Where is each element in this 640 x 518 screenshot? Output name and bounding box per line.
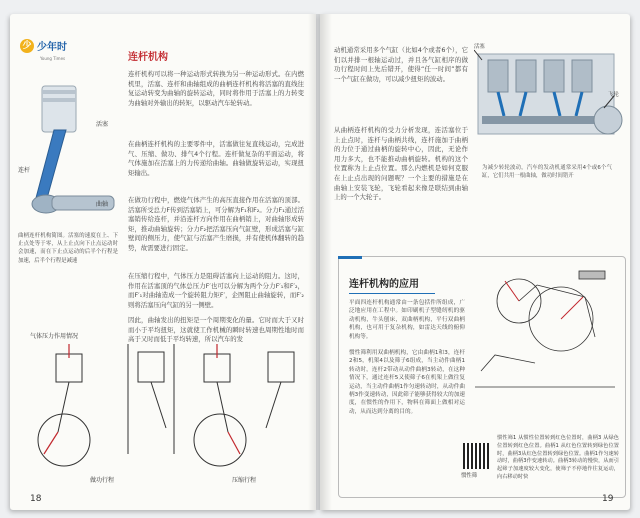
right-top-paragraph: 动机通常采用多个气缸（比如4个或者6个），它们以并排一根轴运动过，并且各气缸相序的做功行程时间上先后错开，使得“任一时间”都有一个气缸在做功，可以减少扭矩的波动。 bbox=[334, 46, 468, 83]
label-piston: 活塞 bbox=[96, 121, 109, 128]
application-paragraph-1: 平面四连杆机构通常由一条包括件所组成，广泛地应用在工程中。如印刷机子型缝纫机的驱动机构，牛头刨床，双曲柄机构，平行双曲柄机构，也可用于复杂机构，如雷达天线的俯仰机构等。 bbox=[349, 300, 465, 340]
section-title: 连杆机构 bbox=[128, 52, 168, 63]
panel-accent-bar bbox=[338, 256, 362, 259]
open-book bbox=[10, 14, 630, 510]
diagram-title: 气体压力作用情况 bbox=[30, 333, 79, 340]
logo-subtext: Young Times bbox=[40, 56, 66, 61]
paragraph-4: 在压缩行程中，气体压力是阻碍活塞向上运动的阻力。这时，作用在活塞顶的气体总压力F′也可以分解为两个分力F′₁和F′₂，而F′₁对曲轴造成一个旋转阻力矩F′，企图阻止曲轴旋转，而F′₂则将活塞压向气缸的另一侧壁。 bbox=[128, 272, 304, 309]
screen-caption: 惯性筛1 从惯性位置转到红色位置时，曲柄3 从绿色位置转到红色位置。曲柄1 从红色位置转到绿色位置时，曲柄3从红色位置转到绿色位置。曲柄1作匀速转动时，曲柄3作变速转动。曲柄3转动的慢快，从而引起筛子加速度较大变化，使筛子不停地作往复运动，向右移动时快 bbox=[497, 435, 619, 480]
label-compression-stroke: 压缩行程 bbox=[232, 477, 257, 484]
engine-illustration bbox=[474, 46, 624, 178]
inertia-screen-diagram bbox=[475, 267, 615, 407]
book-gutter bbox=[308, 14, 332, 510]
paragraph-2: 在曲柄连杆机构的主要零件中，活塞做往复直线运动，完成进气、压缩、做功、排气4个行程。连杆做复杂的平面运动，将气体施加在活塞上的力传递给曲轴。曲轴做旋转运动，实现扭矩输出。 bbox=[128, 140, 304, 177]
qr-code bbox=[463, 443, 489, 469]
paragraph-5: 因此，曲轴发出的扭矩是一个周期变化的量。它时而大于又时而小于平均扭矩，这就使工作机械的瞬时转速也周期性地时而高于又时而低于平均转速，所以汽车的发 bbox=[128, 316, 304, 344]
application-title: 连杆机构的应用 bbox=[349, 279, 419, 290]
logo-icon: 少 bbox=[20, 39, 34, 53]
engine-label-piston: 活塞 bbox=[474, 44, 485, 50]
illustration-caption: 曲柄连杆机构简图。活塞的速度在上、下止点处等于零，从上止点向下止点运动时会加速，而在下止点运动的后半个行程是加速，后半个行程是减速 bbox=[18, 233, 118, 264]
right-page bbox=[320, 14, 630, 510]
application-paragraph-2: 惯性筛利用双曲柄机构，它由曲柄1和3，连杆2和5，机架4以及筛子6组成，当主动件曲柄1转动时，连杆2带动从动件曲柄3转动，在这种情况下，通过连杆5又使筛子6在机架上做往复运动，当主动件曲柄1作匀速转动时，从动件曲柄3作变速转动，因此筛子能够获得较大的加速度，在惯性的作用下，物料在筛面上做相对运动，从而达到分离的目的。 bbox=[349, 350, 465, 415]
page-number-right: 19 bbox=[602, 494, 614, 504]
force-diagrams bbox=[28, 344, 298, 494]
engine-label-flywheel: 飞轮 bbox=[608, 92, 619, 98]
label-power-stroke: 做功行程 bbox=[90, 477, 115, 484]
page-number-left: 18 bbox=[30, 494, 42, 504]
application-panel bbox=[338, 256, 626, 498]
logo bbox=[20, 38, 67, 53]
intro-paragraph: 连杆机构可以将一种运动形式转换为另一种运动形式。在内燃机里，活塞、连杆和曲轴组成的曲柄连杆机构将活塞的直线往复运动转变为曲轴的旋转运动，同时将作用于活塞上的力转变为曲轴对外输出的转矩，以驱动汽车轮转动。 bbox=[128, 70, 304, 107]
label-crank: 曲轴 bbox=[96, 201, 109, 208]
engine-caption: 为减少转轮波动，汽车的发动机通常采用4个或6个气缸，它们共用一根曲轴，做功时间错开 bbox=[482, 165, 612, 180]
right-paragraph-2: 从曲柄连杆机构的受力分析发现，连活塞位于上止点时，连杆与曲柄共线，连杆施加于曲柄的力位于通过曲柄的旋转中心，因此，无论作用力多大，也不能推动曲柄旋转。机构的这个位置称为上止点位置。那么内燃机是如何克服在上止点出现的问题呢？一个主要的措施是在曲轴上安装飞轮，飞轮看起来像是联结到曲轴上的一个大轮子。 bbox=[334, 126, 468, 202]
title-underline bbox=[349, 293, 435, 294]
logo-text: 少年时 bbox=[37, 42, 67, 53]
paragraph-3: 在做功行程中，燃烧气体产生的高压直接作用在活塞的顶部。活塞所受总力F传到活塞销上，可分解为F₁和F₂。分力F₁通过活塞销传给连杆，并沿连杆方向作用在曲柄销上，对曲轴形成转矩，推动曲轴旋转；分力F₂把活塞压向气缸壁，形成活塞与缸壁间的侧压力，使气缸与活塞产生磨损，并有使机体翻转的趋势，故需要进行固定。 bbox=[128, 196, 304, 252]
left-page bbox=[10, 14, 316, 510]
screen-label: 惯性筛 bbox=[461, 473, 478, 479]
label-rod: 连杆 bbox=[18, 167, 31, 174]
